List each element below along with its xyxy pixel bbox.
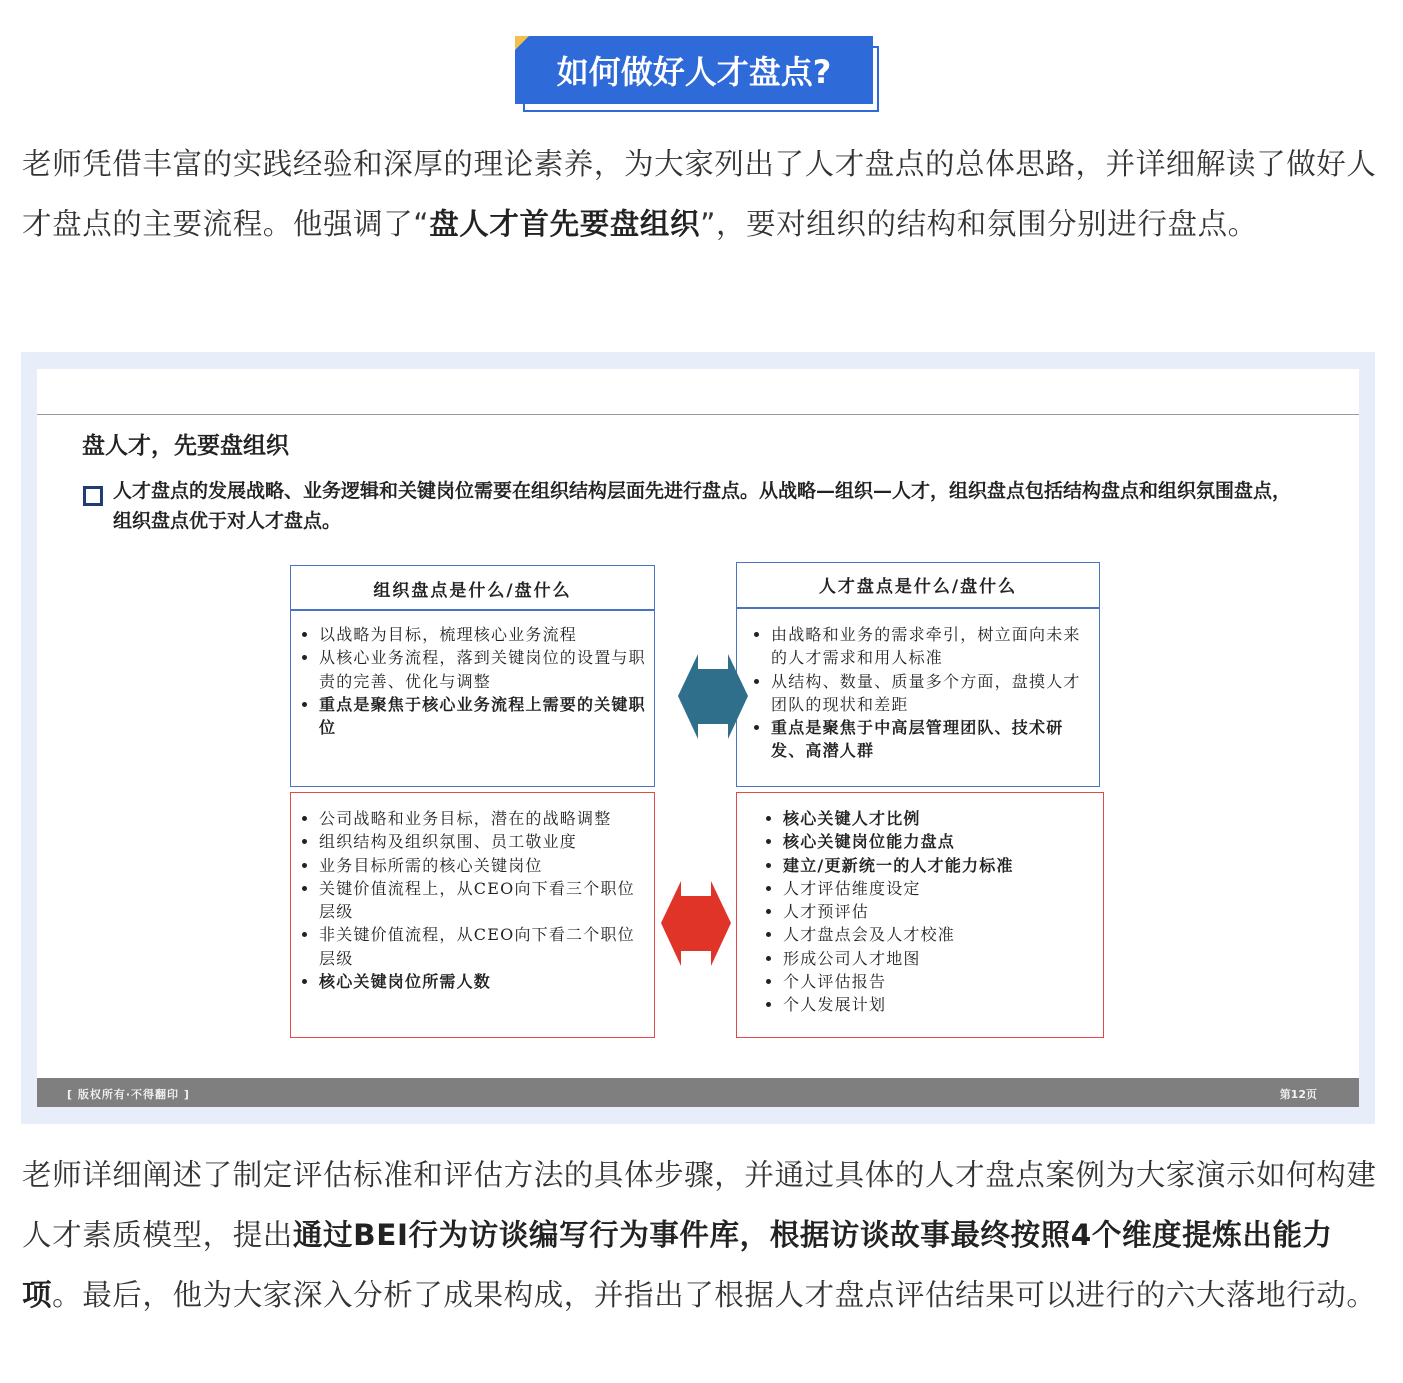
org-review-header: 组织盘点是什么/盘什么 [290,565,655,610]
slide-image-frame [21,352,1375,1124]
slide-footer [37,1078,1359,1107]
list-item: • 人才预评估 [783,900,1097,923]
list-item: • 建立/更新统一的人才能力标准 [783,854,1097,877]
slide [37,369,1359,1107]
list-item: • 公司战略和业务目标，潜在的战略调整 [319,807,650,830]
section-title: 如何做好人才盘点? [515,36,873,104]
list-item: • 人才盘点会及人才校准 [783,923,1097,946]
list-item: • 形成公司人才地图 [783,947,1097,970]
list-item: • 从核心业务流程，落到关键岗位的设置与职责的完善、优化与调整 [319,646,648,693]
page-number: 第12页 [1279,1088,1317,1101]
outro-bold-1: 通过BEI行为访谈编写行为事件库，根据访谈故事最终按照4个维度提炼出能力项 [22,1218,1333,1312]
list-item: • 核心关键岗位所需人数 [319,970,650,993]
org-review-detail-list [291,807,650,993]
square-bullet-icon [83,486,103,506]
list-item: • 以战略为目标，梳理核心业务流程 [319,623,648,646]
talent-review-list [743,623,1093,763]
list-item: • 人才评估维度设定 [783,877,1097,900]
slide-heading: 盘人才，先要盘组织 [82,432,289,459]
org-review-box [290,610,655,787]
talent-review-box [736,608,1100,787]
outro-text-2: 。最后，他为大家深入分析了成果构成，并指出了根据人才盘点评估结果可以进行的六大落地行动。 [52,1278,1377,1312]
intro-text-2: ”，要对组织的结构和氛围分别进行盘点。 [700,207,1258,241]
list-item: • 核心关键岗位能力盘点 [783,830,1097,853]
intro-bold-1: 盘人才首先要盘组织 [429,207,701,241]
title-badge [515,36,881,114]
list-item: • 关键价值流程上，从CEO向下看三个职位层级 [319,877,650,924]
title-corner-accent [515,36,529,50]
list-item: • 个人评估报告 [783,970,1097,993]
list-item: • 从结构、数量、质量多个方面，盘摸人才团队的现状和差距 [771,670,1093,717]
list-item: • 组织结构及组织氛围、员工敬业度 [319,830,650,853]
outro-text-1: 老师详细阐述了制定评估标准和评估方法的具体步骤，并通过具体的人才盘点案例为大家演示如何构建人才素质模型，提出 [22,1158,1377,1252]
list-item: • 由战略和业务的需求牵引，树立面向未来的人才需求和用人标准 [771,623,1093,670]
talent-review-detail-list [755,807,1097,1017]
outro-paragraph [22,1145,1382,1325]
double-arrow-blue-icon [678,654,748,739]
list-item: • 业务目标所需的核心关键岗位 [319,854,650,877]
intro-paragraph [22,134,1382,254]
talent-review-detail-box [736,792,1104,1038]
list-item: • 核心关键人才比例 [783,807,1097,830]
slide-top-divider [37,414,1359,415]
double-arrow-red-icon [661,881,731,966]
list-item: • 重点是聚焦于核心业务流程上需要的关键职位 [319,693,648,740]
org-review-detail-box [290,792,655,1038]
slide-intro-text: 人才盘点的发展战略、业务逻辑和关键岗位需要在组织结构层面先进行盘点。从战略—组织—人才，组织盘点包括结构盘点和组织氛围盘点，组织盘点优于对人才盘点。 [113,480,1292,532]
copyright-notice: [ 版权所有·不得翻印 ] [67,1088,190,1101]
org-review-list [291,623,648,739]
intro-text-1: 老师凭借丰富的实践经验和深厚的理论素养，为大家列出了人才盘点的总体思路，并详细解读了做好人才盘点的主要流程。他强调了“ [22,147,1377,241]
talent-review-header: 人才盘点是什么/盘什么 [736,562,1100,608]
list-item: • 个人发展计划 [783,993,1097,1016]
list-item: • 非关键价值流程，从CEO向下看二个职位层级 [319,923,650,970]
list-item: • 重点是聚焦于中高层管理团队、技术研发、高潜人群 [771,716,1093,763]
